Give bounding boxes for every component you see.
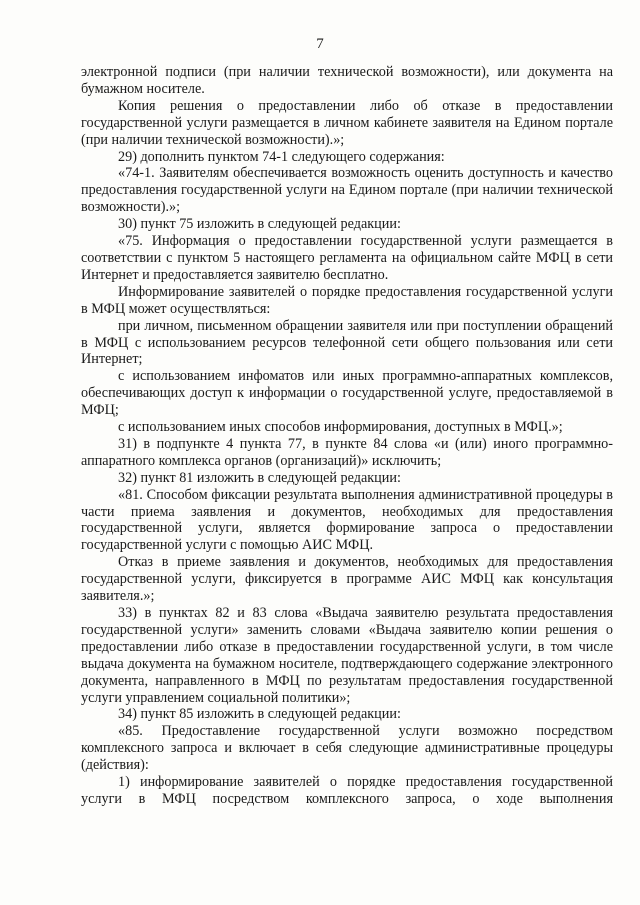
page-number: 7: [316, 36, 324, 52]
paragraph: Копия решения о предоставлении либо об отказе в предоставлении государственной услуги размещается в личном кабинете заявителя на Едином портале (при наличии технической возможности).»;: [81, 97, 613, 148]
paragraph: 1) информирование заявителей о порядке предоставления государственной услуги в МФЦ посредством комплексного запроса, о ходе выполнения: [81, 774, 613, 807]
paragraph: «81. Способом фиксации результата выполнения административной процедуры в части приема заявления и документов, необходимых для предоставления государственной услуги, является формирование запроса о предоставлении государственной услуги с помощью АИС МФЦ.: [81, 486, 613, 554]
paragraph: 33) в пунктах 82 и 83 слова «Выдача заявителю результата предоставления государственной услуги» заменить словами «Выдача заявителю копии решения о предоставлении либо отказе в предоставлении государственной услуги, в том числе выдача документа на бумажном носителе, подтверждающего содержание электронного документа, направленного в МФЦ по результатам предоставления государственной услуги управлением социальной политики»;: [81, 605, 613, 706]
paragraph: при личном, письменном обращении заявителя или при поступлении обращений в МФЦ с использованием ресурсов телефонной сети общего пользования или сети Интернет;: [81, 317, 613, 368]
paragraph: 30) пункт 75 изложить в следующей редакции:: [118, 216, 401, 233]
paragraph: 31) в подпункте 4 пункта 77, в пункте 84 слова «и (или) иного программно-аппаратного комплекса органов (организаций)» исключить;: [81, 435, 613, 469]
paragraph: с использованием инфоматов или иных программно-аппаратных комплексов, обеспечивающих доступ к информации о государственной услуге, предоставляемой в МФЦ;: [81, 368, 613, 419]
paragraph: электронной подписи (при наличии технической возможности), или документа на бумажном носителе.: [81, 64, 613, 97]
paragraph: «85. Предоставление государственной услуги возможно посредством комплексного запроса и включает в себя следующие административные процедуры (действия):: [81, 723, 613, 774]
paragraph: 32) пункт 81 изложить в следующей редакции:: [118, 469, 401, 486]
paragraph: «74-1. Заявителям обеспечивается возможность оценить доступность и качество предоставления государственной услуги на Едином портале (при наличии технической возможности).»;: [81, 165, 613, 216]
paragraph: Отказ в приеме заявления и документов, необходимых для предоставления государственной услуги, фиксируется в программе АИС МФЦ как консультация заявителя.»;: [81, 554, 613, 605]
paragraph: Информирование заявителей о порядке предоставления государственной услуги в МФЦ может осуществляться:: [81, 283, 613, 317]
paragraph: с использованием иных способов информирования, доступных в МФЦ.»;: [118, 419, 563, 436]
paragraph: «75. Информация о предоставлении государственной услуги размещается в соответствии с пунктом 5 настоящего регламента на официальном сайте МФЦ в сети Интернет и предоставляется заявителю бесплатно.: [81, 233, 613, 283]
paragraph: 29) дополнить пунктом 74-1 следующего содержания:: [118, 148, 445, 165]
paragraph: 34) пункт 85 изложить в следующей редакции:: [118, 706, 401, 723]
document-body: [81, 64, 613, 808]
